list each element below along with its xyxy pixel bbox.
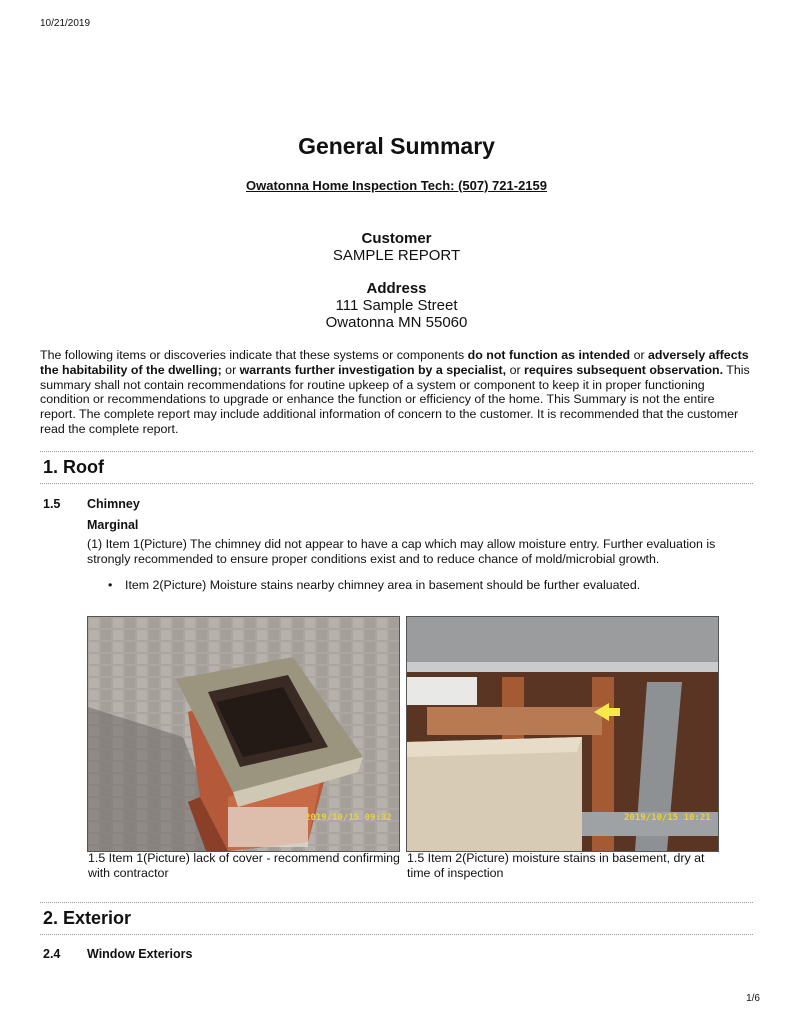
photo-caption: 1.5 Item 1(Picture) lack of cover - recommend confirming with contractor <box>88 851 400 880</box>
customer-value: SAMPLE REPORT <box>332 247 461 264</box>
bullet-dot: • <box>108 578 113 592</box>
page-number: 1/6 <box>746 993 760 1004</box>
photo-timestamp: 2019/10/15 09:32 <box>305 813 392 823</box>
intro-text: or <box>506 362 525 377</box>
intro-bold: warrants further investigation by a specialist, <box>239 362 507 377</box>
company-link[interactable]: Owatonna Home Inspection Tech: (507) 721-2159 <box>245 178 547 193</box>
chimney-photo[interactable] <box>87 616 400 852</box>
customer-block <box>0 230 793 264</box>
intro-text: This summary shall not contain recommendations for routine upkeep of a system or component to keep it in proper functioning condition or recommendations to upgrade or enhance the function or efficiency of the home. This Summary is not the entire report. The complete report may include additional information of concern to the customer. It is recommended that the customer read the complete report. <box>40 362 750 436</box>
customer-label: Customer <box>361 230 432 247</box>
basement-photo[interactable] <box>406 616 719 852</box>
intro-paragraph <box>40 348 752 437</box>
bullet-text: Item 2(Picture) Moisture stains nearby chimney area in basement should be further evaluated. <box>125 578 641 592</box>
report-date: 10/21/2019 <box>40 18 91 29</box>
section-title-roof: 1. Roof <box>43 457 104 477</box>
address-line2: Owatonna MN 55060 <box>325 314 468 331</box>
address-block <box>0 280 793 331</box>
item-number: 1.5 <box>43 497 61 511</box>
divider <box>40 483 753 484</box>
section-title-exterior: 2. Exterior <box>43 908 132 928</box>
item-name-window-exteriors: Window Exteriors <box>87 947 193 961</box>
address-line1: 111 Sample Street <box>335 297 458 314</box>
intro-bold: adversely affects the habitability of the dwelling; <box>40 348 749 377</box>
item-name-chimney: Chimney <box>87 497 140 511</box>
page-title: General Summary <box>298 133 495 159</box>
item-number: 2.4 <box>43 947 61 961</box>
divider <box>40 902 753 903</box>
item-comment: (1) Item 1(Picture) The chimney did not appear to have a cap which may allow moisture entry. Further evaluation is strongly recommended to ensure proper conditions exist and to reduce chance of mold/microbial growth. <box>87 537 716 566</box>
intro-bold: requires subsequent observation. <box>524 362 724 377</box>
divider <box>40 451 753 452</box>
address-label: Address <box>366 280 427 297</box>
photo-timestamp: 2019/10/15 10:21 <box>624 813 711 823</box>
intro-text: The following items or discoveries indicate that these systems or components <box>40 348 468 362</box>
rating-label: Marginal <box>87 518 139 532</box>
intro-bold: do not function as intended <box>467 348 631 362</box>
divider <box>40 934 753 935</box>
intro-text: or <box>630 348 649 362</box>
photo-caption: 1.5 Item 2(Picture) moisture stains in basement, dry at time of inspection <box>407 851 705 880</box>
intro-text: or <box>221 362 240 377</box>
